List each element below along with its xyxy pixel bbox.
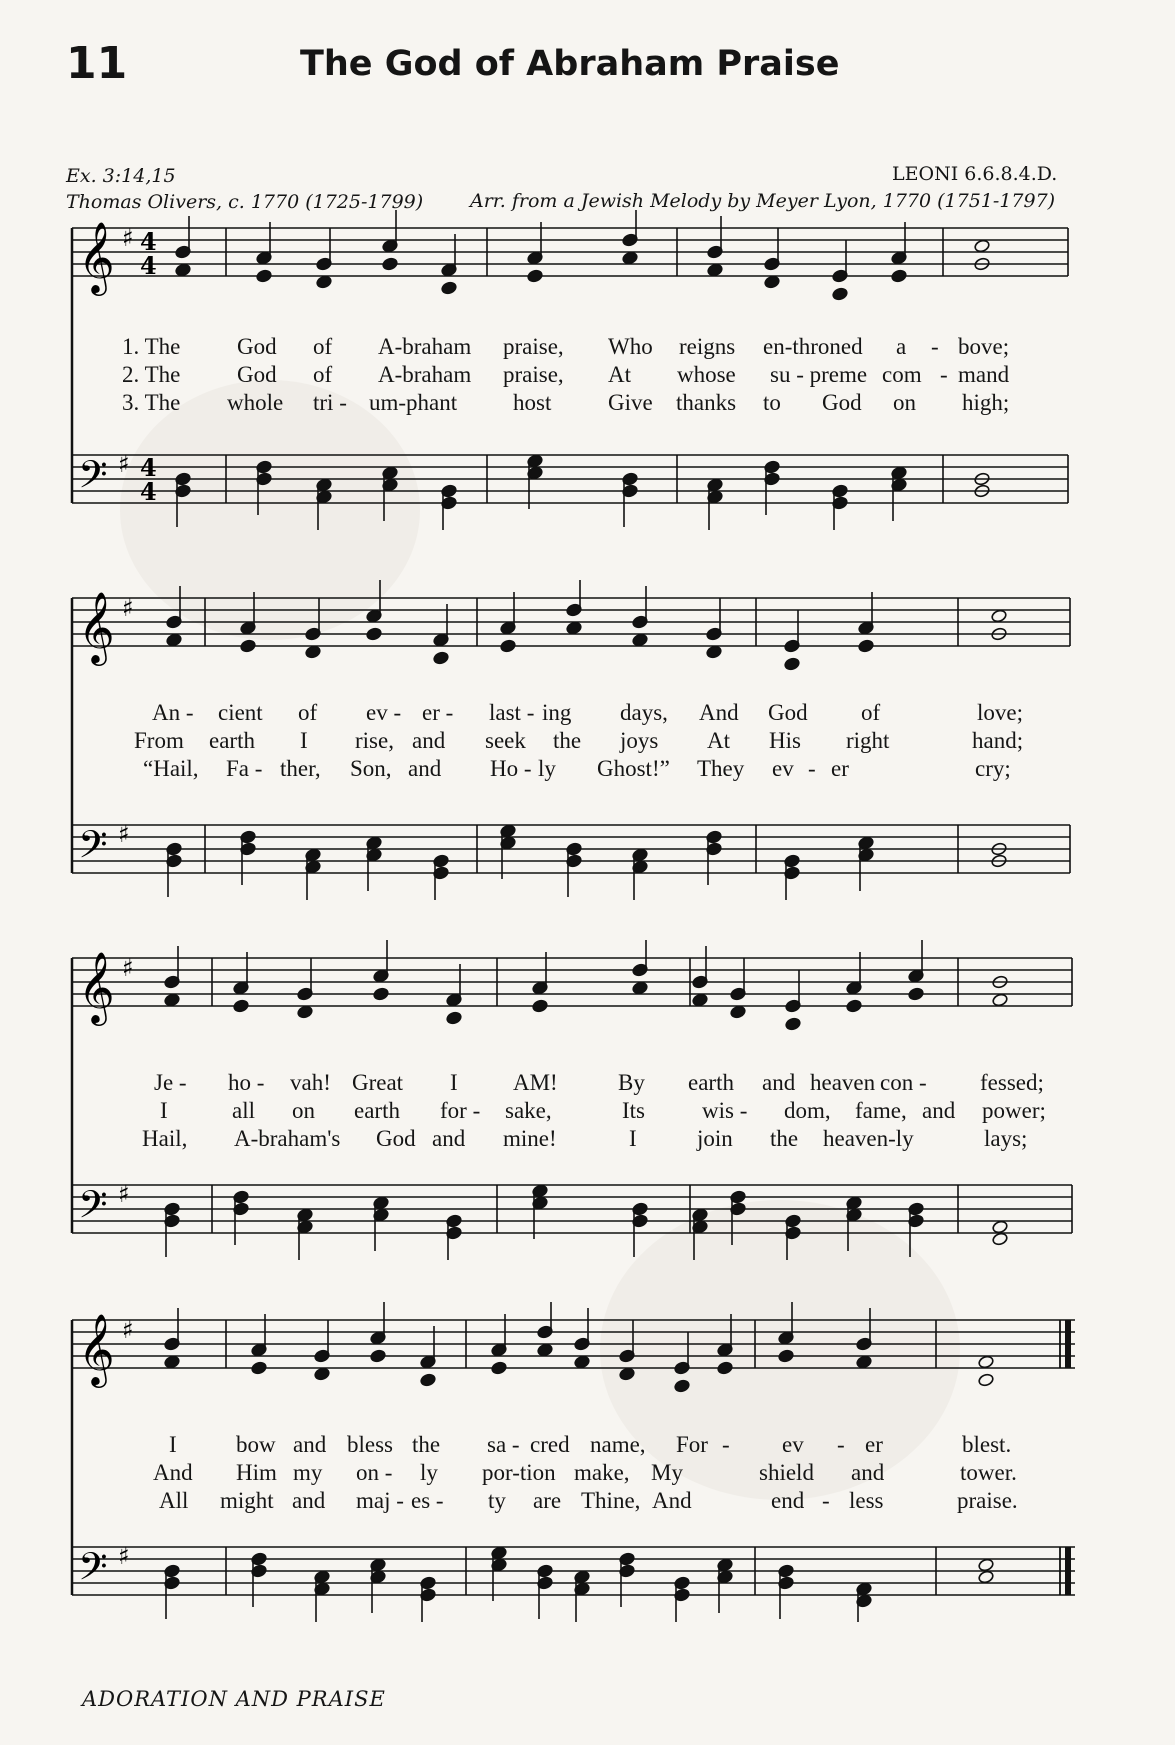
treble-notehead [297, 1005, 314, 1019]
lyric-syllable: mand [958, 362, 1010, 387]
lyric-syllable: Thine, [581, 1488, 641, 1513]
lyric-syllable: er - [422, 700, 454, 725]
treble-notehead [527, 269, 544, 283]
lyric-syllable: Its [622, 1098, 645, 1123]
lyric-line-s1-v1 [0, 334, 1175, 362]
treble-notehead [978, 1355, 995, 1369]
treble-clef-icon [78, 950, 115, 1026]
bass-clef-icon [78, 452, 108, 506]
svg-text:𝄞: 𝄞 [78, 590, 115, 663]
svg-text:𝄞: 𝄞 [78, 950, 115, 1023]
treble-notehead [532, 999, 549, 1013]
svg-text:♯: ♯ [122, 954, 134, 982]
lyric-syllable: the [553, 728, 582, 753]
lyric-line-s3-v1 [0, 1070, 1175, 1098]
lyric-syllable: An - [152, 700, 194, 725]
lyric-syllable: mine! [503, 1126, 557, 1151]
treble-notehead [784, 657, 801, 671]
hymn-number: 11 [66, 38, 128, 89]
treble-notehead [632, 633, 649, 647]
treble-notehead [370, 1349, 387, 1363]
treble-notehead [978, 1373, 995, 1387]
lyric-syllable: And [699, 700, 739, 725]
lyric-syllable: and [292, 1488, 326, 1513]
hymn-title: The God of Abraham Praise [300, 44, 840, 84]
lyric-syllable: thanks [676, 390, 737, 415]
lyric-syllable: God [237, 362, 277, 387]
svg-text:♯: ♯ [118, 450, 130, 478]
lyric-syllable: tri - [313, 390, 347, 415]
lyric-syllable: Who [608, 334, 653, 359]
treble-notehead [764, 275, 781, 289]
lyric-syllable: of [313, 334, 333, 359]
treble-notehead [233, 999, 250, 1013]
lyric-syllable: and [762, 1070, 796, 1095]
lyric-syllable: Him [236, 1460, 277, 1485]
treble-notehead [305, 645, 322, 659]
key-signature-sharp-icon [118, 1542, 130, 1570]
lyric-syllable: whole [227, 390, 284, 415]
lyric-syllable: join [697, 1126, 733, 1151]
treble-notehead [175, 263, 192, 277]
lyric-syllable: dom, [784, 1098, 831, 1123]
lyric-syllable: I [300, 728, 308, 753]
svg-text:♯: ♯ [122, 594, 134, 622]
lyric-line-s1-v3 [0, 390, 1175, 418]
lyric-syllable: earth [209, 728, 255, 753]
bass-clef-icon [78, 1182, 108, 1236]
treble-notehead [622, 251, 639, 265]
key-signature-sharp-icon [118, 450, 130, 478]
lyric-syllable: Son, [350, 756, 392, 781]
lyric-syllable: I [450, 1070, 458, 1095]
scripture-reference: Ex. 3:14,15 [66, 165, 176, 187]
treble-notehead [382, 257, 399, 271]
treble-notehead [846, 999, 863, 1013]
bass-clef-icon [78, 1544, 108, 1598]
lyric-line-s1-v2 [0, 362, 1175, 390]
lyric-syllable: whose [677, 362, 736, 387]
lyric-line-s2-v3 [0, 756, 1175, 784]
lyric-syllable: A-braham's [234, 1126, 341, 1151]
lyric-syllable: and [293, 1432, 327, 1457]
lyric-syllable: maj - [356, 1488, 404, 1513]
treble-notehead [974, 239, 991, 253]
lyric-line-s4-v1 [0, 1432, 1175, 1460]
lyric-syllable: Ghost!” [597, 756, 670, 781]
treble-notehead [908, 987, 925, 1001]
svg-text:4: 4 [140, 477, 157, 506]
lyric-syllable: ev - [366, 700, 402, 725]
treble-notehead [706, 645, 723, 659]
lyric-syllable: A-braham [378, 334, 472, 359]
svg-text:4: 4 [140, 227, 157, 256]
lyric-syllable: earth [688, 1070, 734, 1095]
tune-name: LEONI 6.6.8.4.D. [892, 163, 1058, 185]
lyric-syllable: AM! [513, 1070, 558, 1095]
lyric-syllable: hand; [972, 728, 1024, 753]
bass-notehead [992, 1232, 1009, 1246]
treble-notehead [314, 1367, 331, 1381]
lyric-syllable: For [676, 1432, 708, 1457]
lyric-syllable: ly [420, 1460, 438, 1485]
lyric-syllable: At [608, 362, 631, 387]
lyric-syllable: God [237, 334, 277, 359]
treble-notehead [891, 269, 908, 283]
lyric-syllable: cient [218, 700, 263, 725]
lyric-syllable: on [292, 1098, 315, 1123]
treble-clef-icon [78, 220, 115, 296]
lyric-syllable: “Hail, [143, 756, 199, 781]
lyric-syllable: Hail, [142, 1126, 188, 1151]
lyric-syllable: praise, [503, 334, 564, 359]
lyric-syllable: ther, [280, 756, 321, 781]
lyric-syllable: heaven-ly [823, 1126, 914, 1151]
lyric-syllable: on - [356, 1460, 393, 1485]
treble-notehead [632, 981, 649, 995]
lyric-syllable: high; [962, 390, 1010, 415]
treble-notehead [785, 1017, 802, 1031]
lyric-syllable: seek [485, 728, 526, 753]
treble-notehead [491, 1361, 508, 1375]
author-credit: Thomas Olivers, c. 1770 (1725-1799) [66, 191, 424, 213]
key-signature-sharp-icon [122, 1316, 134, 1344]
lyric-syllable: blest. [962, 1432, 1012, 1457]
lyric-syllable: They [697, 756, 745, 781]
lyric-syllable: shield [759, 1460, 814, 1485]
lyric-syllable: 3. The [122, 390, 181, 415]
svg-text:4: 4 [140, 251, 157, 280]
lyric-line-s2-v2 [0, 728, 1175, 756]
lyric-syllable: for - [440, 1098, 481, 1123]
lyric-syllable: I [629, 1126, 637, 1151]
treble-notehead [707, 263, 724, 277]
lyric-syllable: Je - [154, 1070, 187, 1095]
lyric-syllable: love; [977, 700, 1023, 725]
lyric-syllable: days, [620, 700, 668, 725]
lyric-syllable: make, [574, 1460, 630, 1485]
lyric-syllable: ho - [228, 1070, 265, 1095]
svg-text:♯: ♯ [122, 224, 134, 252]
lyric-syllable: 1. The [122, 334, 181, 359]
lyric-syllable: the [412, 1432, 441, 1457]
lyric-syllable: com [882, 362, 922, 387]
svg-text:𝄢: 𝄢 [78, 1182, 108, 1236]
key-signature-sharp-icon [118, 820, 130, 848]
treble-notehead [858, 639, 875, 653]
lyric-syllable: of [861, 700, 881, 725]
lyric-syllable: the [770, 1126, 799, 1151]
lyric-syllable: bove; [958, 334, 1010, 359]
treble-notehead [373, 987, 390, 1001]
lyric-syllable: And [153, 1460, 193, 1485]
lyric-syllable: Ho - [490, 756, 532, 781]
svg-text:𝄞: 𝄞 [78, 1312, 115, 1385]
lyric-syllable: At [707, 728, 730, 753]
lyric-syllable: From [134, 728, 184, 753]
lyric-syllable: fame, [855, 1098, 907, 1123]
lyric-syllable: power; [982, 1098, 1046, 1123]
svg-text:𝄢: 𝄢 [78, 822, 108, 876]
lyric-syllable: and [412, 728, 446, 753]
svg-text:4: 4 [140, 453, 157, 482]
lyric-syllable: bless [347, 1432, 393, 1457]
treble-notehead [441, 281, 458, 295]
lyric-syllable: con - [880, 1070, 927, 1095]
lyric-syllable: God [768, 700, 808, 725]
bass-notehead [992, 1220, 1009, 1234]
lyric-syllable: tower. [960, 1460, 1017, 1485]
lyric-syllable: All [159, 1488, 189, 1513]
lyric-syllable: and [851, 1460, 885, 1485]
lyric-syllable: A-braham [378, 362, 472, 387]
lyric-syllable: er [865, 1432, 883, 1457]
treble-notehead [674, 1379, 691, 1393]
lyric-syllable: bow [236, 1432, 276, 1457]
lyric-syllable: ev [782, 1432, 804, 1457]
lyric-syllable: sa - [487, 1432, 520, 1457]
svg-text:𝄞: 𝄞 [78, 220, 115, 293]
treble-notehead [692, 993, 709, 1007]
bass-clef-icon [78, 822, 108, 876]
treble-notehead [778, 1349, 795, 1363]
treble-clef-icon [78, 590, 115, 666]
lyric-syllable: praise, [503, 362, 564, 387]
lyric-syllable: and [408, 756, 442, 781]
key-signature-sharp-icon [118, 1180, 130, 1208]
treble-notehead [166, 633, 183, 647]
treble-notehead [316, 275, 333, 289]
treble-notehead [730, 1005, 747, 1019]
svg-text:𝄢: 𝄢 [78, 452, 108, 506]
treble-notehead [500, 639, 517, 653]
lyric-syllable: a [896, 334, 907, 359]
treble-notehead [832, 287, 849, 301]
lyric-syllable: I [160, 1098, 168, 1123]
lyric-line-s3-v3 [0, 1126, 1175, 1154]
time-signature [140, 227, 157, 280]
lyric-syllable: joys [620, 728, 659, 753]
lyric-syllable: 2. The [122, 362, 181, 387]
svg-text:♯: ♯ [118, 820, 130, 848]
lyric-syllable: My [651, 1460, 683, 1485]
lyric-syllable: - [722, 1432, 730, 1457]
svg-text:♯: ♯ [118, 1180, 130, 1208]
bass-notehead [978, 1570, 995, 1584]
treble-notehead [619, 1367, 636, 1381]
lyric-syllable: Great [352, 1070, 404, 1095]
lyric-syllable: host [513, 390, 552, 415]
lyric-syllable: cred [530, 1432, 570, 1457]
lyric-syllable: ev [772, 756, 794, 781]
treble-notehead [240, 639, 257, 653]
lyric-syllable: vah! [290, 1070, 331, 1095]
lyric-syllable: es - [411, 1488, 444, 1513]
lyric-syllable: and [922, 1098, 956, 1123]
lyric-syllable: Give [608, 390, 653, 415]
lyric-syllable: end [771, 1488, 805, 1513]
lyric-syllable: right [846, 728, 890, 753]
lyric-syllable: and [432, 1126, 466, 1151]
lyric-syllable: of [298, 700, 318, 725]
lyric-syllable: um-phant [369, 390, 458, 415]
treble-notehead [433, 651, 450, 665]
lyric-syllable: fessed; [980, 1070, 1044, 1095]
lyric-syllable: cry; [975, 756, 1011, 781]
lyric-line-s4-v2 [0, 1460, 1175, 1488]
lyric-syllable: His [769, 728, 801, 753]
lyric-syllable: might [220, 1488, 274, 1513]
lyric-syllable: wis - [702, 1098, 748, 1123]
lyric-syllable: my [293, 1460, 323, 1485]
lyric-syllable: lays; [984, 1126, 1028, 1151]
lyric-syllable: - [940, 362, 948, 387]
treble-notehead [420, 1373, 437, 1387]
lyric-syllable: en-throned [763, 334, 863, 359]
treble-notehead [446, 1011, 463, 1025]
treble-notehead [856, 1355, 873, 1369]
lyric-syllable: I [169, 1432, 177, 1457]
lyric-syllable: are [533, 1488, 562, 1513]
treble-notehead [164, 993, 181, 1007]
lyric-syllable: on [893, 390, 916, 415]
key-signature-sharp-icon [122, 594, 134, 622]
lyric-syllable: su - preme [770, 362, 868, 387]
svg-text:𝄢: 𝄢 [78, 1544, 108, 1598]
lyric-syllable: last - [489, 700, 535, 725]
lyric-syllable: God [376, 1126, 416, 1151]
lyric-syllable: Fa - [226, 756, 263, 781]
treble-notehead [717, 1361, 734, 1375]
treble-notehead [164, 1355, 181, 1369]
lyric-syllable: earth [354, 1098, 400, 1123]
lyric-syllable: And [652, 1488, 692, 1513]
treble-notehead [992, 993, 1009, 1007]
lyric-syllable: - [808, 756, 816, 781]
lyric-line-s4-v3 [0, 1488, 1175, 1516]
treble-notehead [566, 621, 583, 635]
lyric-syllable: ly [538, 756, 556, 781]
lyric-syllable: to [763, 390, 781, 415]
lyric-syllable: ing [542, 700, 572, 725]
svg-text:♯: ♯ [122, 1316, 134, 1344]
treble-notehead [574, 1355, 591, 1369]
lyric-line-s2-v1 [0, 700, 1175, 728]
treble-notehead [991, 609, 1008, 623]
lyric-syllable: heaven [810, 1070, 876, 1095]
treble-notehead [537, 1343, 554, 1357]
bass-notehead [978, 1558, 995, 1572]
lyric-syllable: sake, [505, 1098, 552, 1123]
section-label: ADORATION AND PRAISE [82, 1687, 386, 1711]
lyric-syllable: reigns [679, 334, 736, 359]
key-signature-sharp-icon [122, 954, 134, 982]
lyric-syllable: por-tion [482, 1460, 556, 1485]
lyric-syllable: ty [488, 1488, 506, 1513]
lyric-line-s3-v2 [0, 1098, 1175, 1126]
lyric-syllable: of [313, 362, 333, 387]
lyric-syllable: name, [590, 1432, 646, 1457]
lyric-syllable: - [822, 1488, 830, 1513]
lyric-syllable: er [831, 756, 849, 781]
treble-notehead [366, 627, 383, 641]
lyric-syllable: God [822, 390, 862, 415]
treble-notehead [251, 1361, 268, 1375]
lyric-syllable: rise, [355, 728, 394, 753]
key-signature-sharp-icon [122, 224, 134, 252]
lyric-syllable: all [232, 1098, 255, 1123]
treble-clef-icon [78, 1312, 115, 1388]
arranger-credit: Arr. from a Jewish Melody by Meyer Lyon, 1770 (1751-1797) [470, 190, 1056, 212]
lyric-syllable: praise. [957, 1488, 1018, 1513]
lyric-syllable: - [837, 1432, 845, 1457]
treble-notehead [256, 269, 273, 283]
lyric-syllable: By [618, 1070, 645, 1095]
lyric-syllable: - [931, 334, 939, 359]
lyric-syllable: less [849, 1488, 884, 1513]
svg-text:♯: ♯ [118, 1542, 130, 1570]
